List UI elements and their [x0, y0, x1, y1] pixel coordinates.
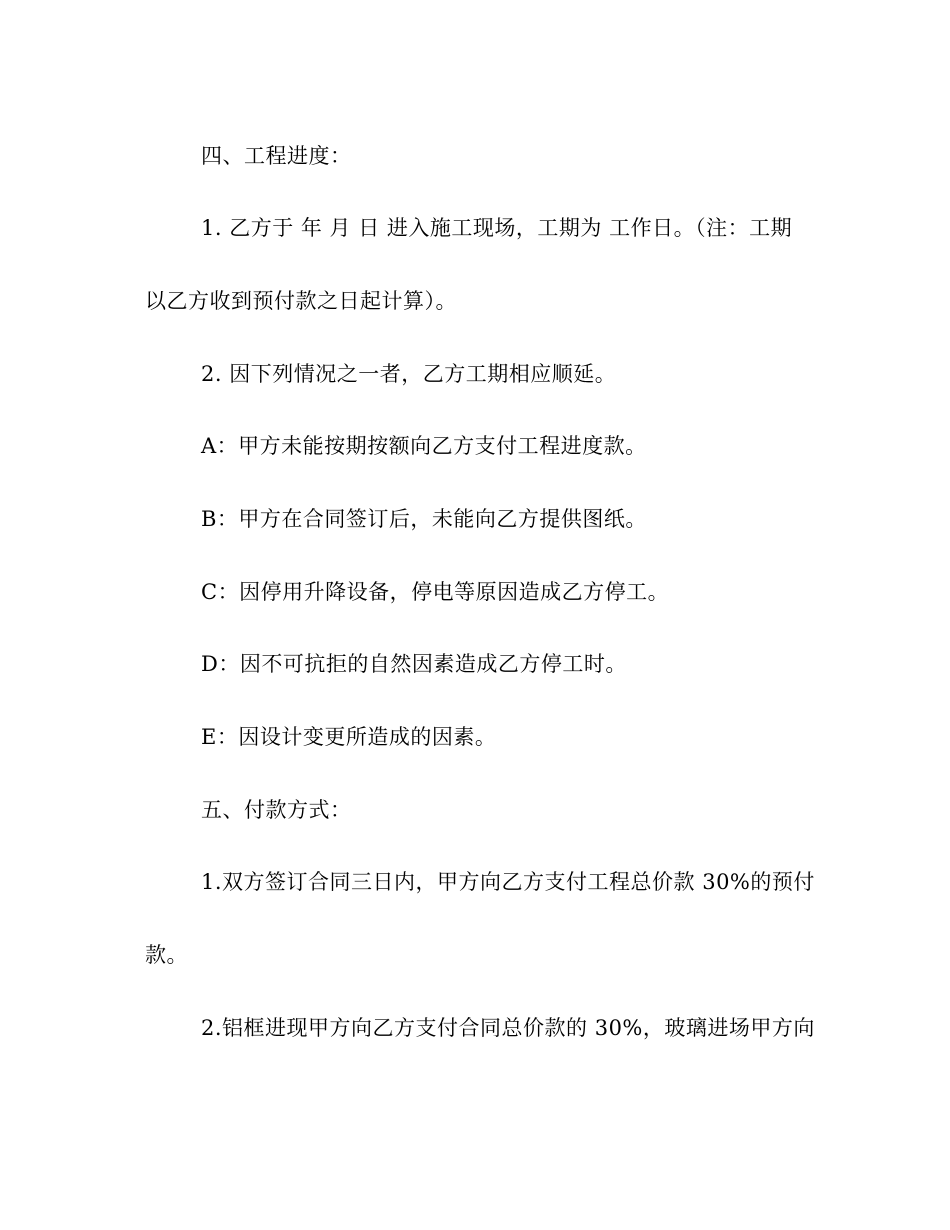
list-item: B：甲方在合同签订后，未能向乙方提供图纸。 — [201, 507, 647, 531]
section-heading-payment: 五、付款方式： — [201, 798, 352, 822]
section-heading-progress: 四、工程进度： — [201, 144, 352, 168]
paragraph-line: 以乙方收到预付款之日起计算）。 — [145, 289, 457, 313]
paragraph-line: 1. 乙方于 年 月 日 进入施工现场，工期为 工作日。（注：工期 — [201, 216, 793, 240]
list-item: D：因不可抗拒的自然因素造成乙方停工时。 — [201, 652, 627, 676]
list-item: E：因设计变更所造成的因素。 — [201, 725, 497, 749]
paragraph-line: 2.铝框进现甲方向乙方支付合同总价款的 30%，玻璃进场甲方向 — [201, 1016, 815, 1040]
list-item: C：因停用升降设备，停电等原因造成乙方停工。 — [201, 580, 670, 604]
list-item: A：甲方未能按期按额向乙方支付工程进度款。 — [201, 434, 647, 458]
paragraph-line: 2. 因下列情况之一者，乙方工期相应顺延。 — [201, 362, 617, 386]
paragraph-line: 1.双方签订合同三日内，甲方向乙方支付工程总价款 30%的预付 — [201, 870, 815, 894]
paragraph-line: 款。 — [145, 943, 188, 967]
